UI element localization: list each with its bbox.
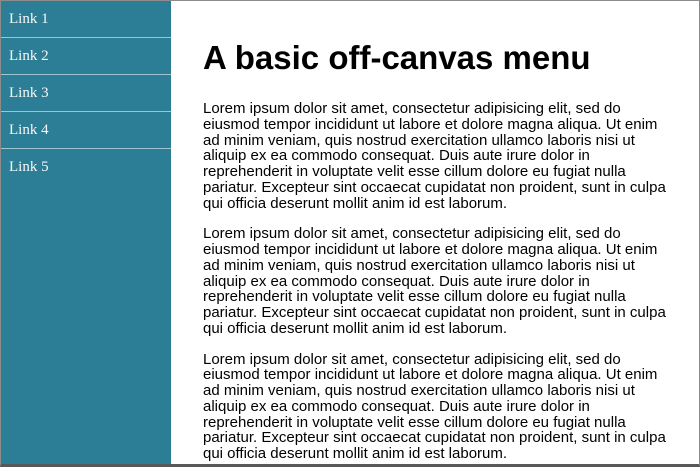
page-title: A basic off-canvas menu: [203, 39, 591, 76]
sidebar-item: [1, 75, 171, 112]
main-content: [171, 1, 699, 464]
sidebar-link-3[interactable]: Link 3: [9, 85, 49, 101]
sidebar-link-2[interactable]: Link 2: [9, 48, 49, 64]
sidebar-link-list: [1, 1, 171, 185]
sidebar-item: [1, 38, 171, 75]
sidebar-item: [1, 112, 171, 149]
sidebar-item: [1, 149, 171, 185]
sidebar-item: [1, 1, 171, 38]
lorem-paragraph-1: Lorem ipsum dolor sit amet, consectetur adipisicing elit, sed do eiusmod tempor incididunt ut labore et dolore magna aliqua. Ut enim ad minim veniam, quis nostrud exercitation ullamco laboris nisi ut aliquip ex ea commodo consequat. Duis aute irure dolor in reprehenderit in voluptate velit esse cillum dolore eu fugiat nulla pariatur. Excepteur sint occaecat cupidatat non proident, sunt in culpa qui officia deserunt mollit anim id est laborum.: [203, 100, 666, 212]
sidebar-link-5[interactable]: Link 5: [9, 159, 49, 175]
lorem-paragraph-3: Lorem ipsum dolor sit amet, consectetur adipisicing elit, sed do eiusmod tempor incididunt ut labore et dolore magna aliqua. Ut enim ad minim veniam, quis nostrud exercitation ullamco laboris nisi ut aliquip ex ea commodo consequat. Duis aute irure dolor in reprehenderit in voluptate velit esse cillum dolore eu fugiat nulla pariatur. Excepteur sint occaecat cupidatat non proident, sunt in culpa qui officia deserunt mollit anim id est laborum.: [203, 350, 666, 462]
sidebar-link-1[interactable]: Link 1: [9, 11, 49, 27]
offcanvas-sidebar: [1, 1, 171, 464]
lorem-paragraph-2: Lorem ipsum dolor sit amet, consectetur adipisicing elit, sed do eiusmod tempor incididunt ut labore et dolore magna aliqua. Ut enim ad minim veniam, quis nostrud exercitation ullamco laboris nisi ut aliquip ex ea commodo consequat. Duis aute irure dolor in reprehenderit in voluptate velit esse cillum dolore eu fugiat nulla pariatur. Excepteur sint occaecat cupidatat non proident, sunt in culpa qui officia deserunt mollit anim id est laborum.: [203, 225, 666, 337]
sidebar-link-4[interactable]: Link 4: [9, 122, 49, 138]
